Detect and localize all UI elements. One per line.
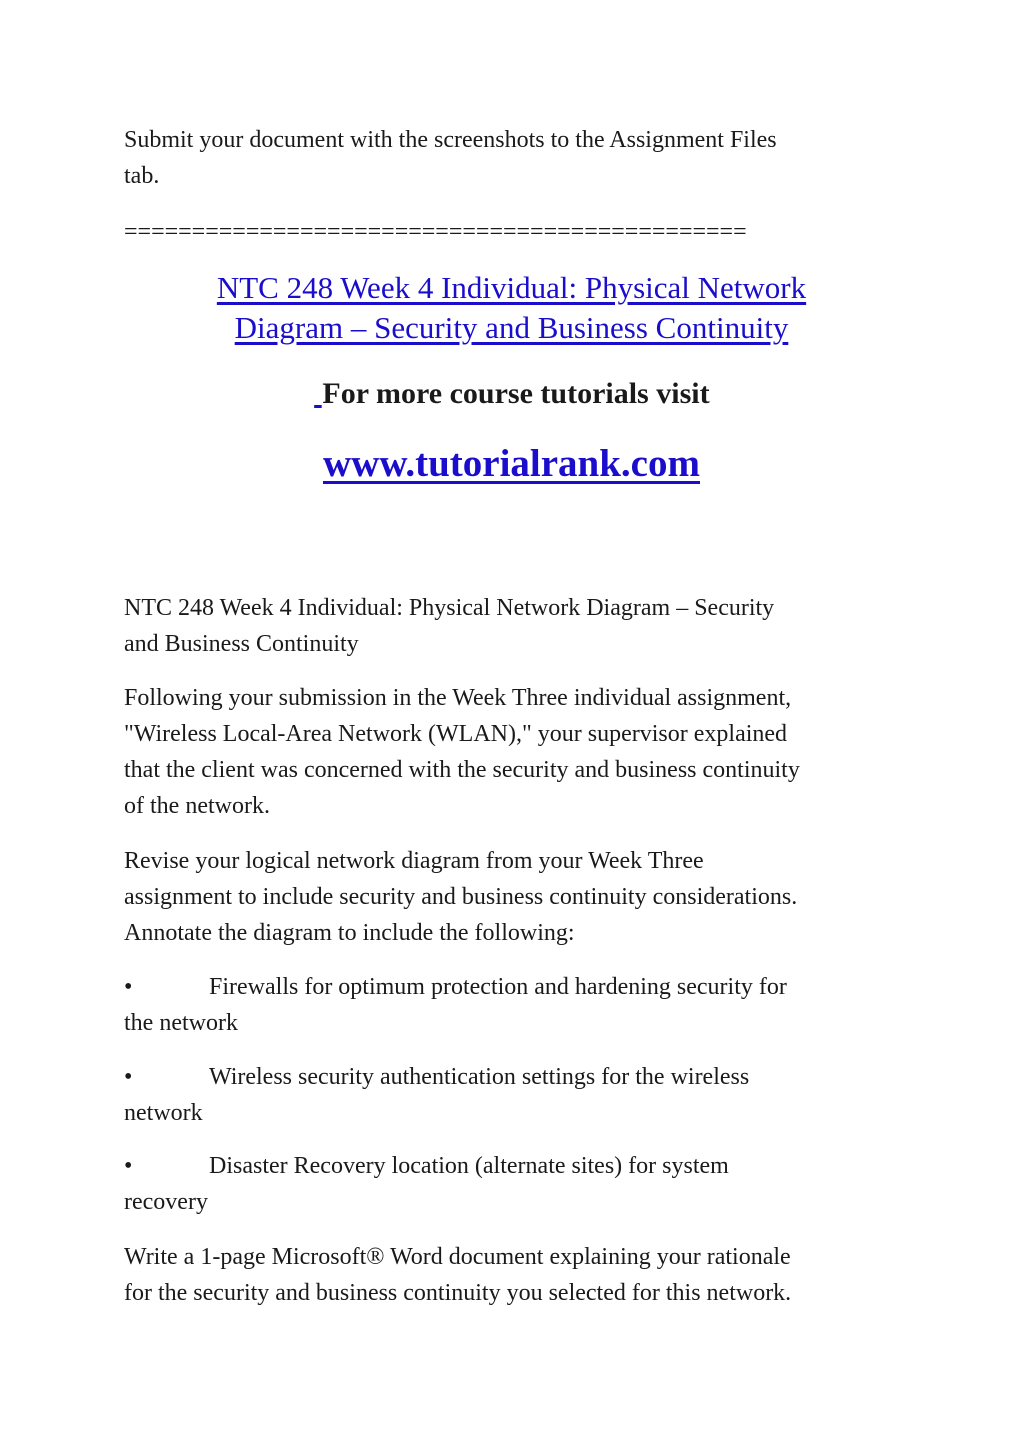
divider-line: ============================================== bbox=[124, 219, 747, 245]
paragraph2-line-3: Annotate the diagram to include the following: bbox=[124, 920, 575, 946]
title-line-2: Diagram – Security and Business Continuity bbox=[234, 310, 789, 345]
paragraph1-line-3: that the client was concerned with the security and business continuity bbox=[124, 757, 800, 783]
paragraph1-line-4: of the network. bbox=[124, 793, 270, 819]
paragraph-closing bbox=[124, 1239, 914, 1311]
bullet-2-line-2: network bbox=[124, 1100, 203, 1126]
closing-line-1: Write a 1-page Microsoft® Word document explaining your rationale bbox=[124, 1244, 791, 1270]
paragraph2-line-1: Revise your logical network diagram from your Week Three bbox=[124, 848, 704, 874]
bullet-1-line-1: Firewalls for optimum protection and hardening security for bbox=[209, 974, 787, 1000]
bullet-icon: • bbox=[124, 974, 133, 1000]
bullet-3-line-2: recovery bbox=[124, 1189, 208, 1215]
paragraph-week-three bbox=[124, 680, 914, 824]
bullet-icon: • bbox=[124, 1064, 133, 1090]
visit-line bbox=[0, 374, 1023, 414]
paragraph1-line-2: "Wireless Local-Area Network (WLAN)," your supervisor explained bbox=[124, 721, 788, 747]
closing-line-2: for the security and business continuity you selected for this network. bbox=[124, 1280, 792, 1306]
title-link[interactable] bbox=[217, 270, 806, 345]
document-heading bbox=[124, 590, 914, 662]
paragraph1-line-1: Following your submission in the Week Three individual assignment, bbox=[124, 685, 792, 711]
bullet-1-line-2: the network bbox=[124, 1010, 238, 1036]
site-block bbox=[0, 440, 1023, 488]
heading-line-1: NTC 248 Week 4 Individual: Physical Network Diagram – Security bbox=[124, 595, 775, 621]
visit-text: For more course tutorials visit bbox=[322, 377, 710, 410]
list-item bbox=[124, 1148, 914, 1220]
title-line-1: NTC 248 Week 4 Individual: Physical Network bbox=[216, 270, 807, 305]
paragraph-revise bbox=[124, 843, 914, 951]
paragraph2-line-2: assignment to include security and business continuity considerations. bbox=[124, 884, 798, 910]
intro-line-2: tab. bbox=[124, 163, 160, 189]
heading-line-2: and Business Continuity bbox=[124, 631, 359, 657]
title-block bbox=[0, 268, 1023, 348]
site-link[interactable]: www.tutorialrank.com bbox=[323, 442, 700, 485]
intro-paragraph bbox=[124, 122, 914, 194]
list-item bbox=[124, 1059, 914, 1131]
bullet-2-line-1: Wireless security authentication settings for the wireless bbox=[209, 1064, 750, 1090]
bullet-icon: • bbox=[124, 1153, 133, 1179]
list-item bbox=[124, 969, 914, 1041]
bullet-3-line-1: Disaster Recovery location (alternate sites) for system bbox=[209, 1153, 729, 1179]
intro-line-1: Submit your document with the screenshots to the Assignment Files bbox=[124, 127, 777, 153]
